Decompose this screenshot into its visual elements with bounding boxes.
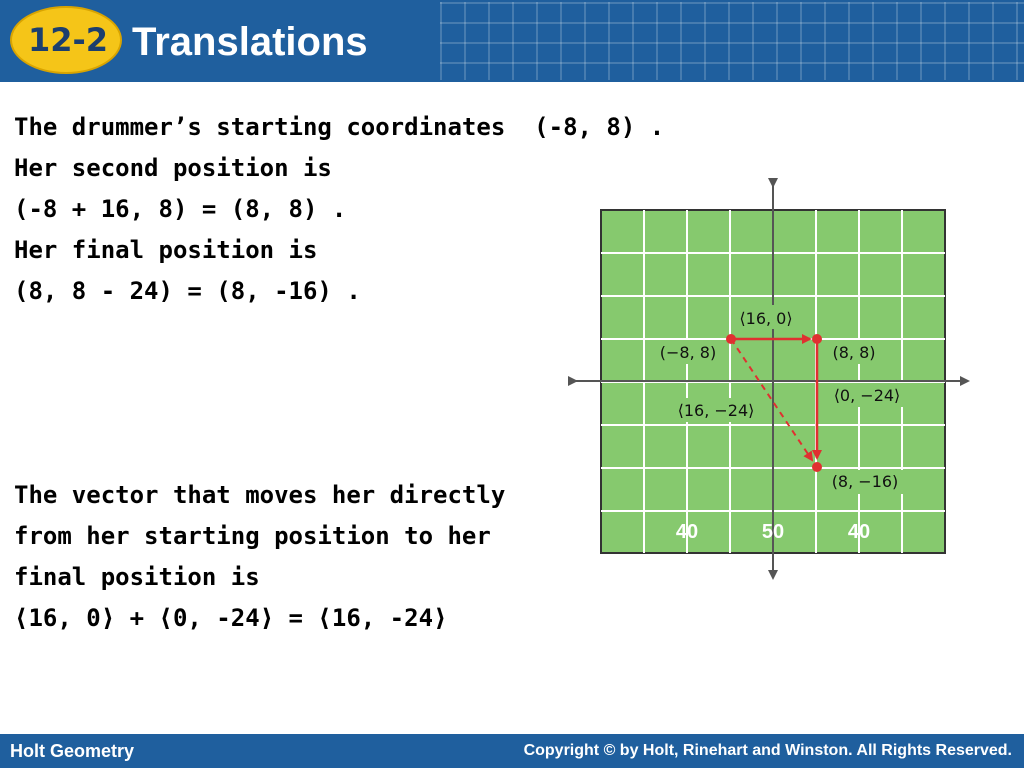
lesson-number: 12-2 bbox=[27, 21, 109, 59]
yard-number-left: 40 bbox=[675, 521, 699, 543]
label-point-final: (8, −16) bbox=[831, 472, 899, 491]
text-line-1: The drummer’s starting coordinates (-8, 8) . bbox=[14, 113, 665, 141]
label-vector-0-neg24: ⟨0, −24⟩ bbox=[833, 386, 901, 405]
point-final bbox=[812, 462, 822, 472]
label-point-second: (8, 8) bbox=[832, 343, 876, 362]
point-start bbox=[726, 334, 736, 344]
yard-number-right: 40 bbox=[847, 521, 871, 543]
footer-book-title: Holt Geometry bbox=[10, 741, 135, 761]
label-vector-16-neg24: ⟨16, −24⟩ bbox=[677, 401, 755, 420]
label-vector-16-0: ⟨16, 0⟩ bbox=[739, 309, 793, 328]
text-line-8: final position is bbox=[14, 563, 260, 591]
text-line-9: ⟨16, 0⟩ + ⟨0, -24⟩ = ⟨16, -24⟩ bbox=[14, 604, 448, 632]
footer-copyright: Copyright © by Holt, Rinehart and Winston. All Rights Reserved. bbox=[523, 742, 1012, 759]
yard-number-center: 50 bbox=[761, 521, 785, 543]
text-line-7: from her starting position to her bbox=[14, 522, 491, 550]
text-line-5: (8, 8 - 24) = (8, -16) . bbox=[14, 277, 361, 305]
page-title: Translations bbox=[132, 20, 368, 64]
label-point-start: (−8, 8) bbox=[659, 343, 717, 362]
footer-bar bbox=[0, 734, 1024, 768]
text-line-4: Her final position is bbox=[14, 236, 318, 264]
text-line-2: Her second position is bbox=[14, 154, 332, 182]
text-line-6: The vector that moves her directly bbox=[14, 481, 506, 509]
point-second bbox=[812, 334, 822, 344]
text-line-3: (-8 + 16, 8) = (8, 8) . bbox=[14, 195, 347, 223]
